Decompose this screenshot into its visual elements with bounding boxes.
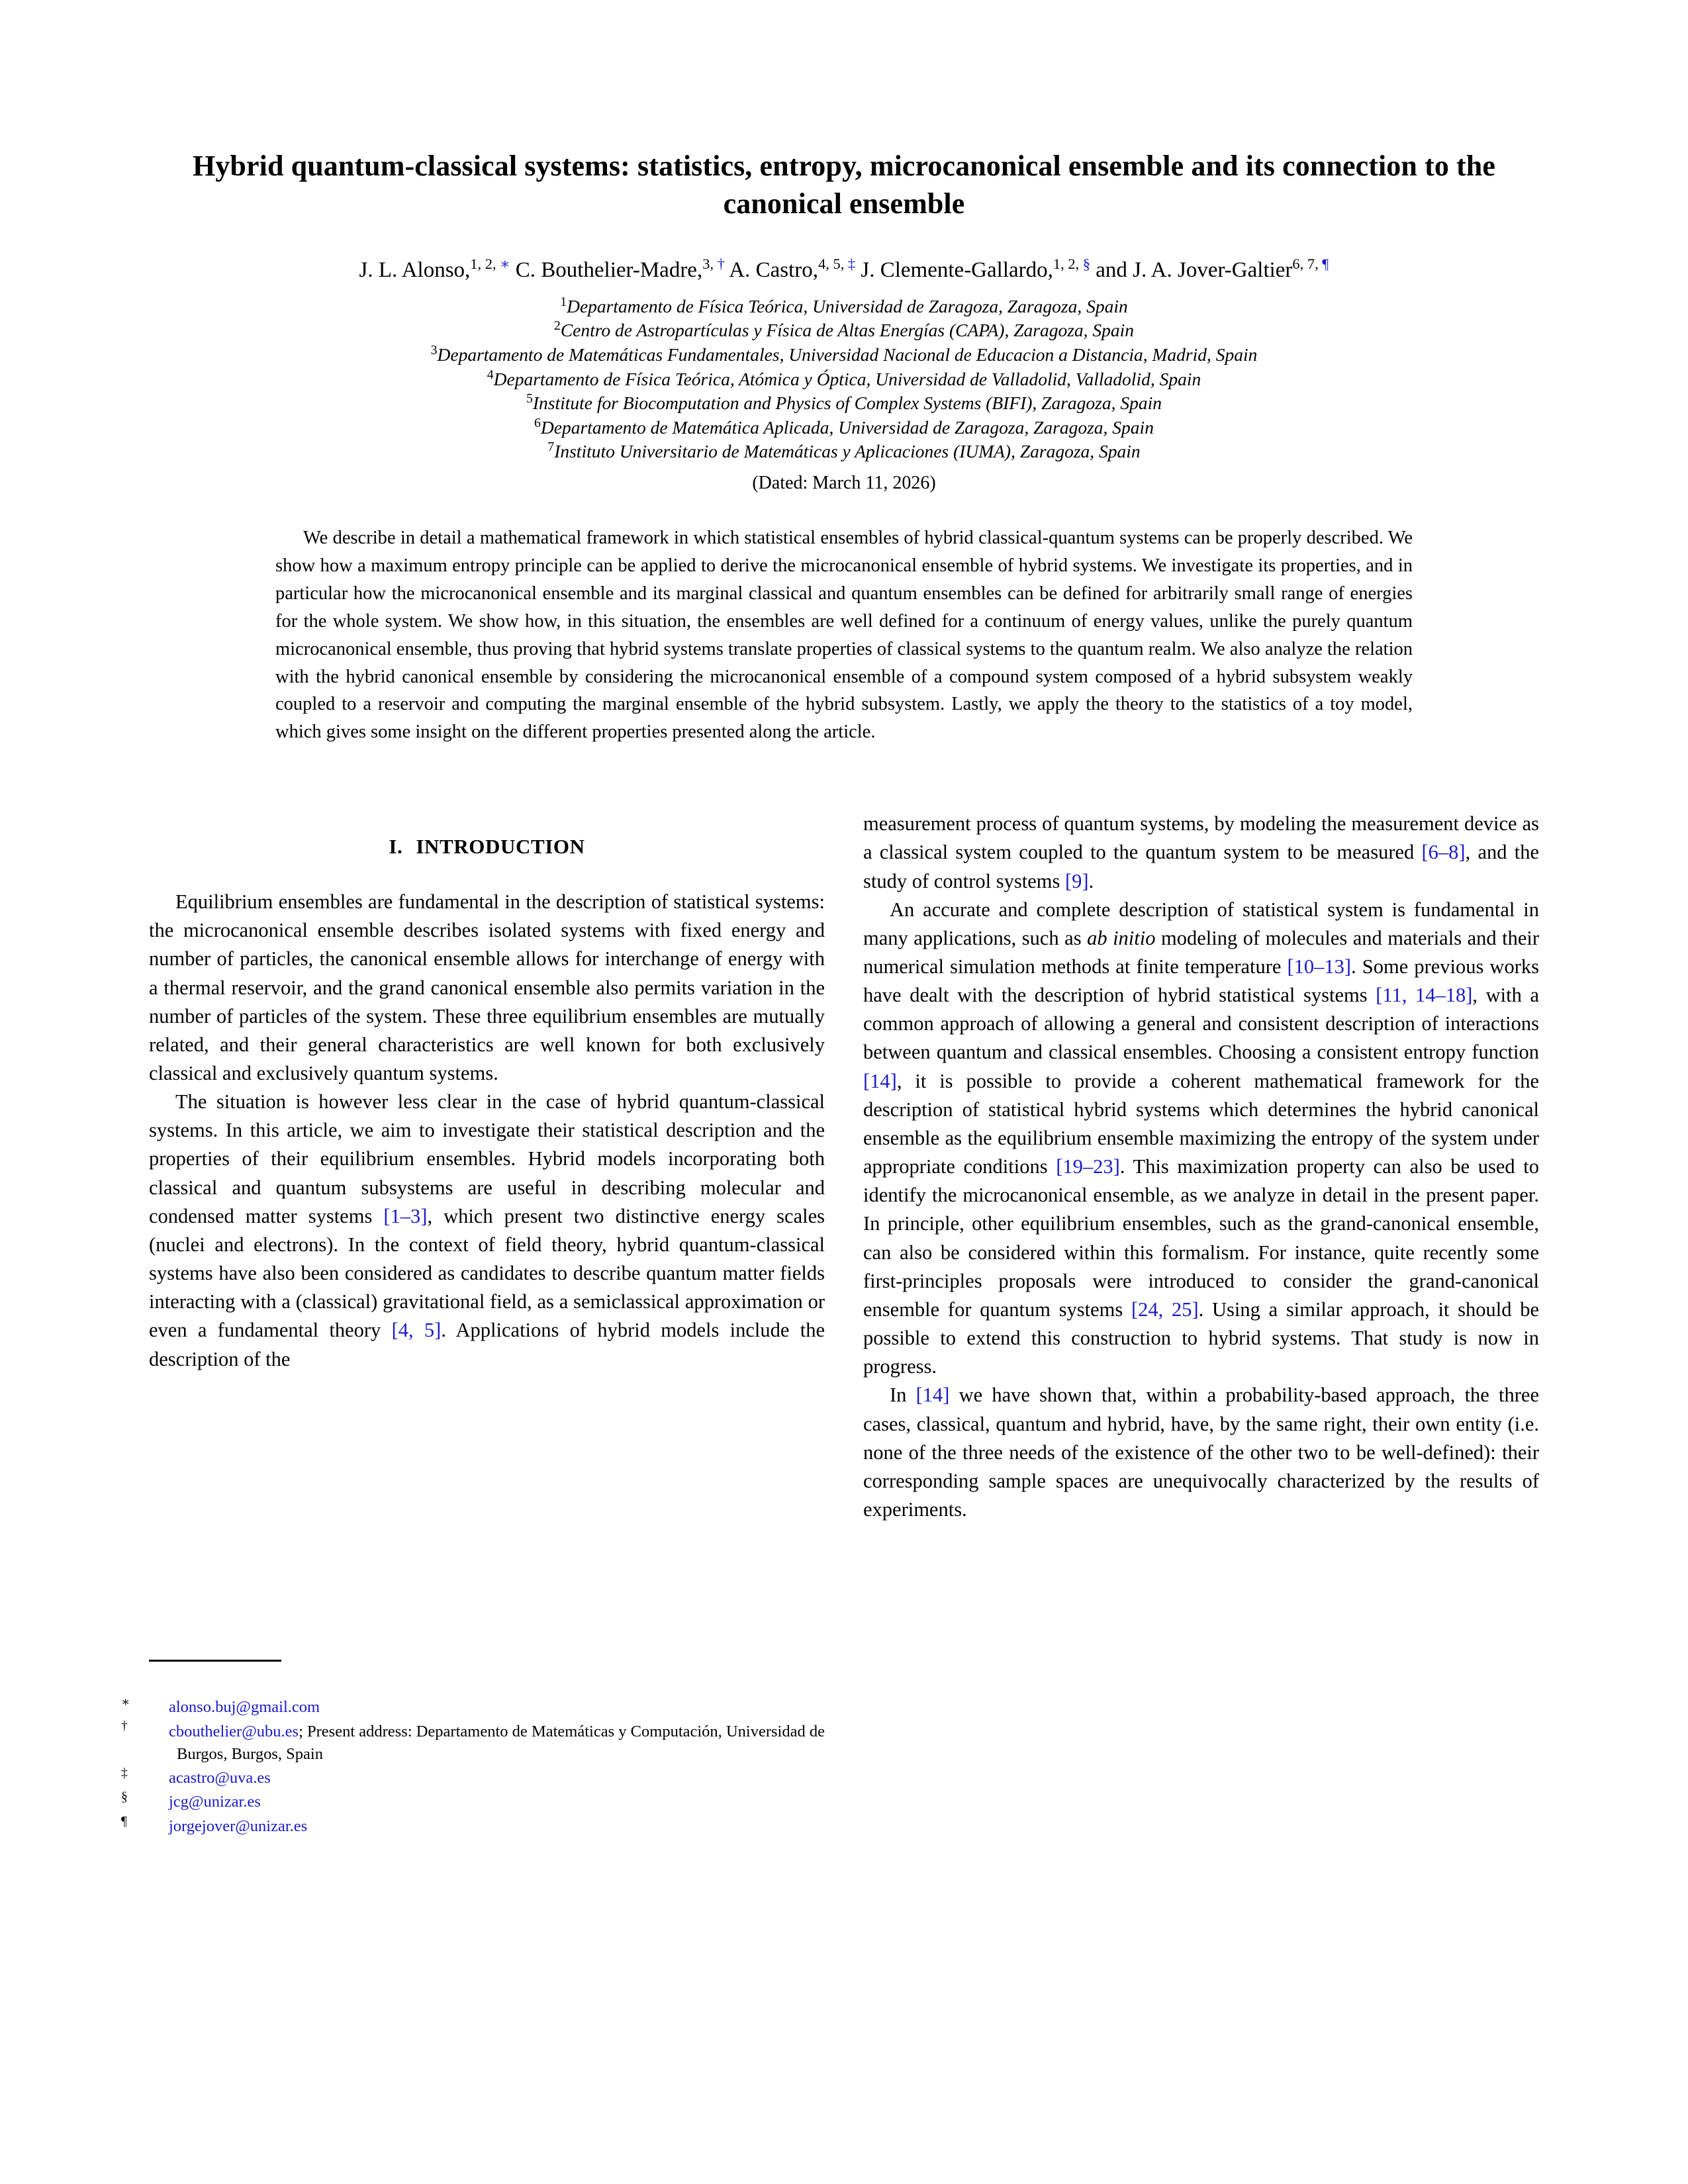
author-affil-refs: 6, 7,: [1292, 256, 1319, 273]
author-name: and J. A. Jover-Galtier: [1096, 258, 1293, 283]
email-link[interactable]: alonso.buj@gmail.com: [169, 1698, 320, 1717]
affiliation-number: 2: [553, 318, 561, 334]
footnote-text: ; Present address: Departamento de Matemáticas y Computación, Universidad de Burgos, Burgos, Spain: [177, 1722, 825, 1763]
author-footnote-mark[interactable]: §: [1082, 256, 1090, 273]
paragraph-text: . Using a similar approach, it should be possible to extend this construction to hybrid systems. That study is now in progress.: [863, 1298, 1539, 1378]
author-affil-refs: 1, 2,: [470, 256, 496, 273]
citation-link[interactable]: [10–13]: [1287, 955, 1352, 978]
citation-link[interactable]: [1–3]: [383, 1204, 428, 1227]
author-footnote-mark[interactable]: ‡: [847, 256, 856, 273]
paragraph-text: .: [1088, 869, 1094, 892]
paragraph-text: The situation is however less clear in the case of hybrid quantum-classical systems. In this article, we aim to investigate their statistical description and the properties of their equilibrium ensembles. Hybrid models incorporating both classical and quantum subsystems are useful in describing molecular and condensed matter systems: [149, 1090, 825, 1227]
footnote-block: [121, 1660, 825, 1839]
footnote-item: § jcg@unizar.es: [121, 1790, 261, 1811]
footnote-rule: [149, 1660, 281, 1662]
author-footnote-mark[interactable]: ∗: [500, 256, 510, 273]
citation-link[interactable]: [14]: [863, 1069, 897, 1092]
author-footnote-mark[interactable]: ¶: [1322, 256, 1329, 273]
affiliation-item: [149, 295, 1539, 319]
author-name: J. Clemente-Gallardo,: [861, 258, 1053, 283]
author-entry: [359, 258, 510, 282]
paragraph: [149, 888, 825, 1088]
paragraph-text: In: [890, 1384, 916, 1407]
column-left: [121, 810, 825, 1835]
paragraph: [863, 896, 1539, 1382]
affiliation-number: 6: [534, 415, 541, 430]
paragraph-text: . Some previous works have dealt with the description of hybrid statistical systems: [863, 955, 1539, 1007]
footnote-item: ‡ acastro@uva.es: [121, 1766, 271, 1787]
author-name: A. Castro,: [729, 258, 819, 283]
footnote-item: † cbouthelier@ubu.es; Present address: Departamento de Matemáticas y Computación, Universidad de Burgos, Burgos, Spain: [121, 1719, 825, 1763]
paragraph-text: . Applications of hybrid models include the description of the: [149, 1319, 825, 1370]
citation-link[interactable]: [19–23]: [1056, 1155, 1120, 1178]
section-title: INTRODUCTION: [416, 835, 585, 859]
paragraph: [863, 1381, 1539, 1524]
citation-link[interactable]: [11, 14–18]: [1376, 984, 1473, 1007]
paragraph-text: Equilibrium ensembles are fundamental in the description of statistical systems: the microcanonical ensemble describes isolated systems with fixed energy and number of particles, the canonical ensemble allows for interchange of energy with a thermal reservoir, and the grand canonical ensemble also permits variation in the number of particles of the system. These three equilibrium ensembles are mutually related, and their general characteristics are well known for both exclusively classical and exclusively quantum systems.: [149, 890, 825, 1085]
column-right: [863, 810, 1539, 1524]
paragraph: [149, 1088, 825, 1374]
paragraph-text: , and the study of control systems: [863, 841, 1539, 892]
affiliation-item: [149, 318, 1539, 343]
page-title: Hybrid quantum-classical systems: statistics, entropy, microcanonical ensemble and its connection to the canonical ensemble: [193, 150, 1495, 220]
body-columns: [121, 810, 1540, 1835]
citation-link[interactable]: [4, 5]: [391, 1319, 442, 1342]
paragraph-text: measurement process of quantum systems, by modeling the measurement device as a classical system coupled to the quantum system to be measured: [863, 812, 1539, 864]
paragraph-text: modeling of molecules and materials and their numerical simulation methods at finite temperature: [863, 926, 1539, 978]
affiliation-item: [149, 367, 1539, 392]
affiliation-number: 4: [487, 367, 494, 382]
paragraph-text: , which present two distinctive energy scales (nuclei and electrons). In the context of field theory, hybrid quantum-classical systems have also been considered as candidates to describe quantum matter fields interacting with a (classical) gravitational field, as a semiclassical approximation or even a fundamental theory: [149, 1204, 825, 1342]
italic-phrase: ab initio: [1087, 926, 1156, 949]
author-entry: [516, 258, 725, 282]
author-list: [149, 256, 1539, 285]
author-name: C. Bouthelier-Madre,: [515, 258, 703, 283]
affiliation-item: [149, 416, 1539, 440]
affiliation-item: [149, 343, 1539, 367]
affiliation-item: [149, 440, 1539, 464]
section-number: I.: [389, 835, 403, 859]
abstract: [275, 524, 1413, 746]
affiliation-text: Institute for Biocomputation and Physics of Complex Systems (BIFI), Zaragoza, Spain: [532, 393, 1162, 414]
paper-sheet: [121, 0, 1540, 1835]
email-link[interactable]: jorgejover@unizar.es: [169, 1817, 308, 1835]
citation-link[interactable]: [14]: [915, 1384, 950, 1407]
affiliation-number: 1: [560, 294, 567, 309]
affiliation-number: 5: [526, 391, 533, 406]
author-entry: [729, 258, 855, 282]
paragraph-text: , it is possible to provide a coherent mathematical framework for the description of statistical hybrid systems which determines the hybrid canonical ensemble as the equilibrium ensemble maximizing the entropy of the system under appropriate conditions: [863, 1069, 1539, 1178]
footnote-item: ¶ jorgejover@unizar.es: [121, 1814, 308, 1835]
author-entry: [861, 258, 1090, 282]
author-affil-refs: 3,: [702, 256, 714, 273]
abstract-text: We describe in detail a mathematical framework in which statistical ensembles of hybrid classical-quantum systems can be properly described. We show how a maximum entropy principle can be applied to derive the microcanonical ensemble of hybrid systems. We investigate its properties, and in particular how the microcanonical ensemble and its marginal classical and quantum ensembles can be defined for arbitrarily small range of energies for the whole system. We show how, in this situation, the ensembles are well defined for a continuum of energy values, unlike the purely quantum microcanonical ensemble, thus proving that hybrid systems translate properties of classical systems to the quantum realm. We also analyze the relation with the hybrid canonical ensemble by considering the microcanonical ensemble of a compound system composed of a hybrid subsystem weakly coupled to a reservoir and computing the marginal ensemble of the hybrid subsystem. Lastly, we apply the theory to the statistics of a toy model, which gives some insight on the different properties presented along the article.: [275, 528, 1413, 743]
citation-link[interactable]: [6–8]: [1421, 841, 1466, 864]
affiliation-text: Centro de Astropartículas y Física de Altas Energías (CAPA), Zaragoza, Spain: [560, 320, 1135, 341]
citation-link[interactable]: [24, 25]: [1131, 1298, 1199, 1321]
section-heading: [149, 832, 825, 861]
citation-link[interactable]: [9]: [1065, 869, 1089, 892]
paragraph-text: , with a common approach of allowing a general and consistent description of interactions between quantum and classical ensembles. Choosing a consistent entropy function: [863, 984, 1539, 1064]
affiliation-text: Departamento de Matemáticas Fundamentales, Universidad Nacional de Educacion a Distancia, Madrid, Spain: [437, 344, 1258, 365]
paragraph: [863, 810, 1539, 895]
affiliation-text: Departamento de Física Teórica, Atómica y Óptica, Universidad de Valladolid, Valladolid, Spain: [493, 368, 1201, 389]
author-affil-refs: 1, 2,: [1053, 256, 1080, 273]
affiliation-text: Departamento de Matemática Aplicada, Universidad de Zaragoza, Zaragoza, Spain: [540, 416, 1154, 438]
footnote-item: ∗ alonso.buj@gmail.com: [121, 1695, 320, 1717]
author-name: J. L. Alonso,: [359, 258, 471, 283]
affiliation-number: 7: [547, 440, 555, 455]
paragraph-text: . This maximization property can also be used to identify the microcanonical ensemble, as we analyze in detail in the present paper. In principle, other equilibrium ensembles, such as the grand-canonical ensemble, can also be considered within this formalism. For instance, quite recently some first-principles proposals were introduced to consider the grand-canonical ensemble for quantum systems: [863, 1155, 1540, 1321]
paragraph-text: we have shown that, within a probability-based approach, the three cases, classical, quantum and hybrid, have, by the same right, their own entity (i.e. none of the three needs of the existence of the other two to be well-defined): their corresponding sample spaces are unequivocally characterized by the results of experiments.: [863, 1384, 1539, 1521]
author-affil-refs: 4, 5,: [818, 256, 845, 273]
author-footnote-mark[interactable]: †: [717, 256, 725, 273]
affiliation-text: Departamento de Física Teórica, Universidad de Zaragoza, Zaragoza, Spain: [567, 295, 1128, 316]
affiliation-number: 3: [430, 342, 438, 357]
email-link[interactable]: jcg@unizar.es: [169, 1793, 261, 1811]
email-link[interactable]: cbouthelier@ubu.es: [169, 1722, 299, 1740]
author-entry: [1096, 258, 1329, 282]
affiliation-item: [149, 391, 1539, 416]
affiliation-list: [149, 295, 1539, 495]
paragraph-text: An accurate and complete description of statistical system is fundamental in many applications, such as: [863, 898, 1539, 949]
publication-date: (Dated: March 11, 2026): [752, 472, 936, 493]
affiliation-text: Instituto Universitario de Matemáticas y Aplicaciones (IUMA), Zaragoza, Spain: [554, 441, 1141, 462]
email-link[interactable]: acastro@uva.es: [169, 1769, 271, 1787]
